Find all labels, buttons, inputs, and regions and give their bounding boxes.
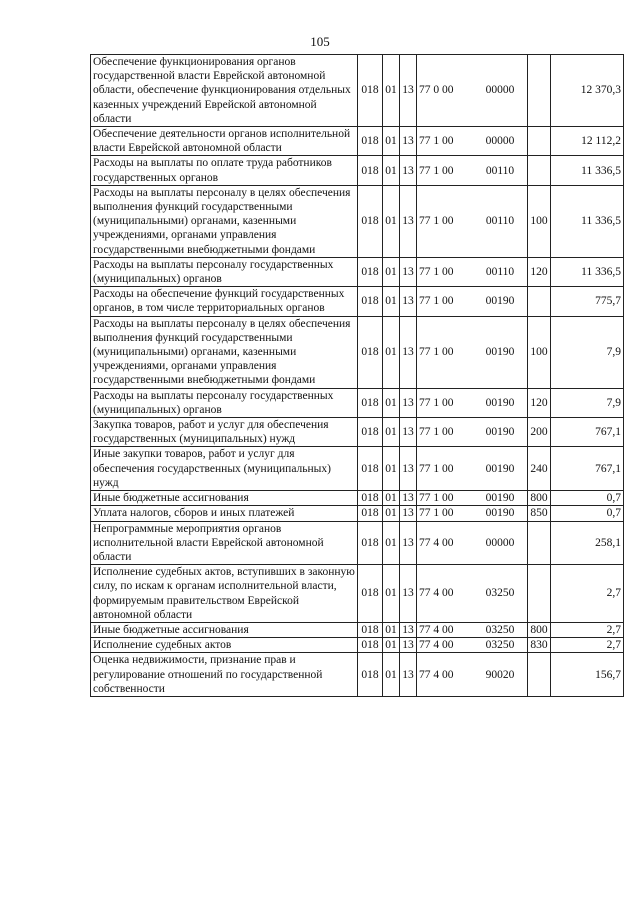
cell-target-direction-code: 00190 <box>473 287 528 316</box>
cell-amount: 156,7 <box>551 653 624 697</box>
table-row <box>91 418 624 447</box>
cell-amount: 7,9 <box>551 316 624 388</box>
table-row <box>91 55 624 127</box>
cell-section-code: 01 <box>383 127 400 156</box>
cell-target-direction-code: 00190 <box>473 418 528 447</box>
cell-expense-type-code: 850 <box>528 506 551 521</box>
cell-target-program-code: 77 1 00 <box>417 418 474 447</box>
cell-target-direction-code: 03250 <box>473 638 528 653</box>
cell-amount: 258,1 <box>551 521 624 565</box>
cell-amount: 2,7 <box>551 638 624 653</box>
cell-expense-name: Расходы на выплаты по оплате труда работников государственных органов <box>91 156 358 185</box>
cell-expense-type-code <box>528 653 551 697</box>
cell-target-program-code: 77 1 00 <box>417 156 474 185</box>
cell-expense-type-code: 800 <box>528 491 551 506</box>
cell-amount: 2,7 <box>551 622 624 637</box>
cell-expense-type-code: 200 <box>528 418 551 447</box>
cell-ministry-code: 018 <box>358 521 383 565</box>
cell-target-program-code: 77 4 00 <box>417 622 474 637</box>
cell-target-direction-code: 00000 <box>473 521 528 565</box>
cell-amount: 12 112,2 <box>551 127 624 156</box>
cell-ministry-code: 018 <box>358 55 383 127</box>
table-row <box>91 257 624 286</box>
cell-ministry-code: 018 <box>358 316 383 388</box>
cell-target-program-code: 77 1 00 <box>417 447 474 491</box>
cell-subsection-code: 13 <box>400 521 417 565</box>
cell-subsection-code: 13 <box>400 185 417 257</box>
budget-table-body <box>91 55 624 697</box>
cell-section-code: 01 <box>383 491 400 506</box>
cell-amount: 767,1 <box>551 418 624 447</box>
cell-subsection-code: 13 <box>400 506 417 521</box>
cell-amount: 2,7 <box>551 565 624 623</box>
table-row <box>91 653 624 697</box>
cell-section-code: 01 <box>383 565 400 623</box>
cell-expense-type-code <box>528 127 551 156</box>
cell-ministry-code: 018 <box>358 418 383 447</box>
cell-ministry-code: 018 <box>358 506 383 521</box>
cell-ministry-code: 018 <box>358 156 383 185</box>
cell-target-program-code: 77 1 00 <box>417 127 474 156</box>
cell-target-direction-code: 00000 <box>473 55 528 127</box>
cell-subsection-code: 13 <box>400 491 417 506</box>
budget-table <box>90 54 624 697</box>
cell-section-code: 01 <box>383 156 400 185</box>
cell-ministry-code: 018 <box>358 622 383 637</box>
cell-expense-type-code <box>528 156 551 185</box>
cell-expense-name: Непрограммные мероприятия органов исполнительной власти Еврейской автономной области <box>91 521 358 565</box>
cell-amount: 767,1 <box>551 447 624 491</box>
cell-subsection-code: 13 <box>400 418 417 447</box>
cell-ministry-code: 018 <box>358 185 383 257</box>
cell-subsection-code: 13 <box>400 638 417 653</box>
cell-target-direction-code: 03250 <box>473 565 528 623</box>
cell-expense-name: Расходы на выплаты персоналу в целях обеспечения выполнения функций государственными (муниципальными) органами, казенными учреждениями, органами управления государственными внебюджетными фондами <box>91 185 358 257</box>
cell-target-direction-code: 00110 <box>473 185 528 257</box>
cell-subsection-code: 13 <box>400 127 417 156</box>
cell-ministry-code: 018 <box>358 287 383 316</box>
cell-expense-name: Расходы на выплаты персоналу государственных (муниципальных) органов <box>91 257 358 286</box>
table-row <box>91 185 624 257</box>
cell-target-direction-code: 00190 <box>473 491 528 506</box>
cell-subsection-code: 13 <box>400 622 417 637</box>
cell-section-code: 01 <box>383 622 400 637</box>
cell-amount: 775,7 <box>551 287 624 316</box>
cell-expense-name: Расходы на обеспечение функций государственных органов, в том числе территориальных органов <box>91 287 358 316</box>
table-row <box>91 388 624 417</box>
cell-target-program-code: 77 1 00 <box>417 257 474 286</box>
cell-expense-type-code: 120 <box>528 388 551 417</box>
cell-target-direction-code: 90020 <box>473 653 528 697</box>
cell-section-code: 01 <box>383 287 400 316</box>
cell-target-program-code: 77 4 00 <box>417 653 474 697</box>
table-row <box>91 156 624 185</box>
cell-section-code: 01 <box>383 447 400 491</box>
cell-target-program-code: 77 4 00 <box>417 521 474 565</box>
table-row <box>91 316 624 388</box>
cell-expense-type-code <box>528 521 551 565</box>
table-row <box>91 491 624 506</box>
cell-section-code: 01 <box>383 257 400 286</box>
cell-amount: 0,7 <box>551 491 624 506</box>
cell-subsection-code: 13 <box>400 316 417 388</box>
cell-subsection-code: 13 <box>400 156 417 185</box>
cell-section-code: 01 <box>383 418 400 447</box>
cell-section-code: 01 <box>383 388 400 417</box>
cell-ministry-code: 018 <box>358 388 383 417</box>
cell-target-direction-code: 00190 <box>473 447 528 491</box>
cell-amount: 12 370,3 <box>551 55 624 127</box>
cell-expense-type-code: 100 <box>528 316 551 388</box>
table-row <box>91 447 624 491</box>
cell-target-direction-code: 00190 <box>473 316 528 388</box>
cell-section-code: 01 <box>383 316 400 388</box>
cell-expense-name: Обеспечение функционирования органов государственной власти Еврейской автономной области, обеспечение функционирования отдельных казенных учреждений Еврейской автономной области <box>91 55 358 127</box>
cell-target-direction-code: 00190 <box>473 506 528 521</box>
cell-expense-name: Уплата налогов, сборов и иных платежей <box>91 506 358 521</box>
table-row <box>91 638 624 653</box>
cell-subsection-code: 13 <box>400 447 417 491</box>
cell-target-program-code: 77 1 00 <box>417 316 474 388</box>
cell-ministry-code: 018 <box>358 257 383 286</box>
cell-expense-name: Исполнение судебных актов, вступивших в законную силу, по искам к органам исполнительной власти, формируемым правительством Еврейской автономной области <box>91 565 358 623</box>
cell-target-direction-code: 00110 <box>473 156 528 185</box>
cell-expense-type-code <box>528 565 551 623</box>
cell-target-direction-code: 03250 <box>473 622 528 637</box>
cell-expense-name: Оценка недвижимости, признание прав и регулирование отношений по государственной собственности <box>91 653 358 697</box>
cell-expense-type-code: 800 <box>528 622 551 637</box>
cell-subsection-code: 13 <box>400 388 417 417</box>
table-row <box>91 622 624 637</box>
cell-expense-type-code <box>528 55 551 127</box>
cell-target-program-code: 77 1 00 <box>417 491 474 506</box>
cell-section-code: 01 <box>383 638 400 653</box>
table-row <box>91 287 624 316</box>
cell-subsection-code: 13 <box>400 257 417 286</box>
cell-target-program-code: 77 1 00 <box>417 506 474 521</box>
cell-expense-name: Расходы на выплаты персоналу государственных (муниципальных) органов <box>91 388 358 417</box>
cell-ministry-code: 018 <box>358 565 383 623</box>
cell-target-direction-code: 00110 <box>473 257 528 286</box>
cell-ministry-code: 018 <box>358 653 383 697</box>
cell-expense-name: Иные закупки товаров, работ и услуг для обеспечения государственных (муниципальных) нужд <box>91 447 358 491</box>
page-number: 105 <box>310 34 330 49</box>
cell-section-code: 01 <box>383 653 400 697</box>
table-row <box>91 127 624 156</box>
cell-expense-type-code: 240 <box>528 447 551 491</box>
cell-expense-name: Исполнение судебных актов <box>91 638 358 653</box>
cell-amount: 11 336,5 <box>551 257 624 286</box>
cell-target-direction-code: 00190 <box>473 388 528 417</box>
cell-target-program-code: 77 4 00 <box>417 638 474 653</box>
cell-target-program-code: 77 0 00 <box>417 55 474 127</box>
cell-target-program-code: 77 4 00 <box>417 565 474 623</box>
cell-ministry-code: 018 <box>358 638 383 653</box>
cell-target-direction-code: 00000 <box>473 127 528 156</box>
cell-amount: 7,9 <box>551 388 624 417</box>
cell-expense-type-code: 830 <box>528 638 551 653</box>
cell-expense-type-code: 120 <box>528 257 551 286</box>
cell-expense-name: Иные бюджетные ассигнования <box>91 622 358 637</box>
cell-section-code: 01 <box>383 55 400 127</box>
cell-target-program-code: 77 1 00 <box>417 287 474 316</box>
cell-amount: 11 336,5 <box>551 156 624 185</box>
cell-section-code: 01 <box>383 506 400 521</box>
cell-target-program-code: 77 1 00 <box>417 185 474 257</box>
cell-subsection-code: 13 <box>400 55 417 127</box>
cell-expense-name: Расходы на выплаты персоналу в целях обеспечения выполнения функций государственными (муниципальными) органами, казенными учреждениями, органами управления государственными внебюджетными фондами <box>91 316 358 388</box>
table-row <box>91 521 624 565</box>
cell-subsection-code: 13 <box>400 565 417 623</box>
cell-section-code: 01 <box>383 521 400 565</box>
cell-expense-name: Иные бюджетные ассигнования <box>91 491 358 506</box>
cell-expense-name: Закупка товаров, работ и услуг для обеспечения государственных (муниципальных) нужд <box>91 418 358 447</box>
cell-expense-type-code <box>528 287 551 316</box>
cell-amount: 11 336,5 <box>551 185 624 257</box>
table-row <box>91 506 624 521</box>
cell-subsection-code: 13 <box>400 653 417 697</box>
cell-ministry-code: 018 <box>358 127 383 156</box>
cell-subsection-code: 13 <box>400 287 417 316</box>
cell-target-program-code: 77 1 00 <box>417 388 474 417</box>
cell-ministry-code: 018 <box>358 491 383 506</box>
cell-expense-name: Обеспечение деятельности органов исполнительной власти Еврейской автономной области <box>91 127 358 156</box>
cell-expense-type-code: 100 <box>528 185 551 257</box>
table-row <box>91 565 624 623</box>
cell-ministry-code: 018 <box>358 447 383 491</box>
cell-amount: 0,7 <box>551 506 624 521</box>
cell-section-code: 01 <box>383 185 400 257</box>
